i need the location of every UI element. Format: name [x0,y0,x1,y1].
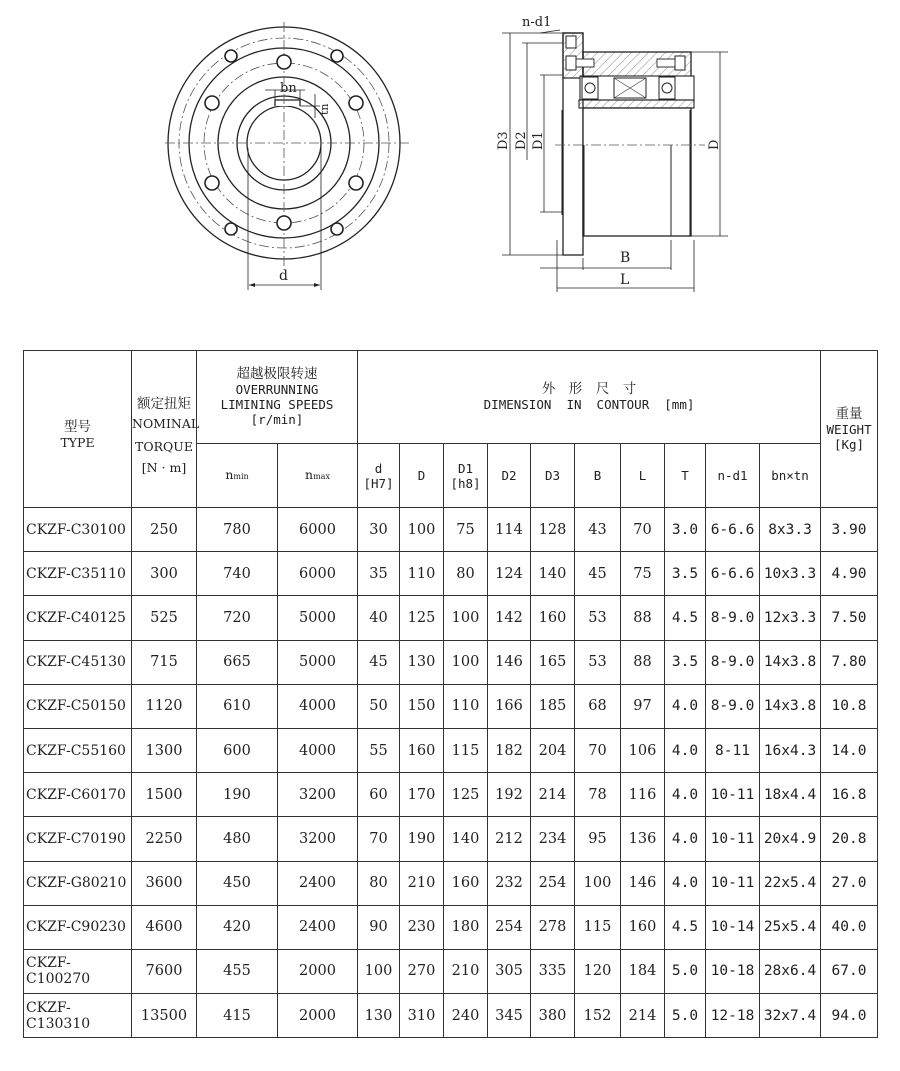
table-row [24,596,878,640]
cell-nd1: 8-9.0 [706,640,760,684]
table-row [24,508,878,552]
header-weight-unit: [Kg] [833,436,865,452]
cell-torque: 4600 [132,905,197,949]
cell-L: 116 [621,773,665,817]
cell-type: CKZF-C60170 [24,773,132,817]
header-L: L [621,444,665,508]
cell-nd1: 8-11 [706,728,760,772]
cell-nmin: 190 [197,773,278,817]
cell-D1: 140 [444,817,488,861]
front-view-svg [160,0,420,300]
cell-D: 310 [400,994,444,1038]
header-speed [197,351,358,444]
cell-weight: 67.0 [821,949,878,993]
cell-bntn: 14x3.8 [760,684,821,728]
cell-D: 100 [400,508,444,552]
header-type-en: TYPE [60,435,95,450]
cell-D2: 182 [488,728,531,772]
d2-label: D2 [514,131,529,150]
cell-T: 3.5 [665,552,706,596]
cell-nmax: 6000 [278,508,358,552]
right-bearing [659,77,675,99]
cell-nmin: 780 [197,508,278,552]
screw-head [566,56,576,70]
cell-D1: 125 [444,773,488,817]
cell-D3: 185 [531,684,575,728]
cell-T: 4.0 [665,684,706,728]
cell-T: 5.0 [665,994,706,1038]
bolt-hole [331,223,343,235]
header-speed-cn: 超越极限转速 [236,366,318,382]
cell-D2: 305 [488,949,531,993]
cell-nd1: 12-18 [706,994,760,1038]
cell-B: 152 [575,994,621,1038]
cell-D3: 128 [531,508,575,552]
spec-table [23,350,878,1038]
cell-torque: 250 [132,508,197,552]
cell-nmax: 2000 [278,994,358,1038]
cell-d: 40 [358,596,400,640]
cell-L: 160 [621,905,665,949]
cell-T: 4.0 [665,728,706,772]
cell-B: 95 [575,817,621,861]
header-torque-unit: [N · m] [141,460,187,475]
cell-d: 100 [358,949,400,993]
cell-weight: 94.0 [821,994,878,1038]
header-torque-en1: NOMINAL [132,416,200,431]
cell-nmax: 5000 [278,596,358,640]
cell-D1: 100 [444,596,488,640]
header-nmax: nmax [278,444,358,508]
cell-L: 88 [621,596,665,640]
cell-D1: 115 [444,728,488,772]
cell-nmin: 600 [197,728,278,772]
bolt-hole [277,216,291,230]
header-T: T [665,444,706,508]
bore-d-label: d [279,268,288,284]
cell-B: 120 [575,949,621,993]
cell-T: 3.5 [665,640,706,684]
cell-B: 53 [575,596,621,640]
cell-nmin: 665 [197,640,278,684]
cell-nmax: 4000 [278,728,358,772]
front-view-drawing [160,0,420,300]
cell-B: 43 [575,508,621,552]
cell-nmax: 4000 [278,684,358,728]
key-depth-label: tn [318,103,331,115]
cell-nd1: 10-11 [706,861,760,905]
cell-weight: 3.90 [821,508,878,552]
cell-D3: 165 [531,640,575,684]
cell-nd1: 10-18 [706,949,760,993]
cell-B: 45 [575,552,621,596]
cell-bntn: 10x3.3 [760,552,821,596]
header-bntn: bn×tn [760,444,821,508]
cell-D3: 380 [531,994,575,1038]
table-row [24,728,878,772]
cell-d: 35 [358,552,400,596]
cell-nmin: 720 [197,596,278,640]
cell-D2: 212 [488,817,531,861]
cell-torque: 3600 [132,861,197,905]
header-D3: D3 [531,444,575,508]
header-dimension-en: DIMENSION IN CONTOUR [mm] [483,397,695,412]
cell-type: CKZF-C35110 [24,552,132,596]
cell-torque: 1120 [132,684,197,728]
cell-type: CKZF-C130310 [24,994,132,1038]
cell-D1: 180 [444,905,488,949]
cell-nmax: 3200 [278,817,358,861]
cell-torque: 1300 [132,728,197,772]
cell-nd1: 10-11 [706,817,760,861]
flange-hole [566,36,576,48]
cell-D2: 124 [488,552,531,596]
cell-d: 30 [358,508,400,552]
cell-type: CKZF-G80210 [24,861,132,905]
screw-shank [576,59,594,67]
cell-D: 210 [400,861,444,905]
cell-L: 184 [621,949,665,993]
table-row [24,949,878,993]
cell-D1: 210 [444,949,488,993]
header-weight-en: WEIGHT [826,421,872,437]
cell-D2: 146 [488,640,531,684]
bolt-hole [349,176,363,190]
cell-D1: 110 [444,684,488,728]
table-row [24,773,878,817]
cell-L: 106 [621,728,665,772]
bolt-hole [349,96,363,110]
cell-nmax: 2400 [278,861,358,905]
cell-type: CKZF-C55160 [24,728,132,772]
cell-type: CKZF-C40125 [24,596,132,640]
cell-L: 70 [621,508,665,552]
cell-D3: 335 [531,949,575,993]
cell-D3: 214 [531,773,575,817]
cell-bntn: 28x6.4 [760,949,821,993]
header-dimension [358,351,821,444]
header-torque [132,351,200,508]
cell-D2: 142 [488,596,531,640]
cell-B: 115 [575,905,621,949]
cell-type: CKZF-C50150 [24,684,132,728]
cell-D: 130 [400,640,444,684]
cell-nmin: 420 [197,905,278,949]
cell-nmax: 2000 [278,949,358,993]
cell-type: CKZF-C100270 [24,949,132,993]
cell-T: 4.0 [665,817,706,861]
key-width-label: bn [280,81,297,96]
cell-nmin: 455 [197,949,278,993]
cell-B: 68 [575,684,621,728]
bolt-hole [277,55,291,69]
cell-T: 4.5 [665,596,706,640]
cell-D: 230 [400,905,444,949]
side-view-svg [480,0,740,300]
table-row [24,905,878,949]
outer-d-label: D [707,139,722,150]
b-label: B [620,250,631,266]
cell-bntn: 14x3.8 [760,640,821,684]
table-row [24,684,878,728]
cell-torque: 1500 [132,773,197,817]
cell-torque: 7600 [132,949,197,993]
cell-D: 150 [400,684,444,728]
cell-nd1: 6-6.6 [706,508,760,552]
bolt-hole [225,50,237,62]
cell-D1: 160 [444,861,488,905]
cell-B: 53 [575,640,621,684]
cell-d: 90 [358,905,400,949]
cell-D1: 240 [444,994,488,1038]
cell-D3: 234 [531,817,575,861]
header-weight-cn: 重量 [835,405,863,422]
cell-nd1: 8-9.0 [706,596,760,640]
cell-D: 190 [400,817,444,861]
cell-d: 130 [358,994,400,1038]
cell-T: 4.5 [665,905,706,949]
cell-D3: 254 [531,861,575,905]
cell-weight: 40.0 [821,905,878,949]
cell-D2: 345 [488,994,531,1038]
cell-d: 60 [358,773,400,817]
header-torque-en2: TORQUE [135,439,193,454]
header-D2: D2 [488,444,531,508]
cell-D: 125 [400,596,444,640]
header-torque-cn: 额定扭矩 [137,396,191,412]
cell-D2: 166 [488,684,531,728]
spec-table-body [24,508,878,1038]
cell-bntn: 12x3.3 [760,596,821,640]
cell-bntn: 16x4.3 [760,728,821,772]
header-speed-en2: LIMINING SPEEDS [220,397,334,412]
cell-bntn: 20x4.9 [760,817,821,861]
cell-bntn: 22x5.4 [760,861,821,905]
cell-D1: 100 [444,640,488,684]
cell-weight: 7.50 [821,596,878,640]
cell-weight: 10.8 [821,684,878,728]
cell-T: 5.0 [665,949,706,993]
cell-bntn: 32x7.4 [760,994,821,1038]
cell-type: CKZF-C30100 [24,508,132,552]
holes-label: n-d1 [522,15,552,30]
cell-D1: 80 [444,552,488,596]
cell-B: 100 [575,861,621,905]
bolt-hole [331,50,343,62]
cell-nmax: 5000 [278,640,358,684]
cell-d: 50 [358,684,400,728]
cell-weight: 7.80 [821,640,878,684]
cell-D3: 140 [531,552,575,596]
bolt-hole [205,176,219,190]
left-bearing [582,77,598,99]
cell-nmin: 450 [197,861,278,905]
cell-bntn: 25x5.4 [760,905,821,949]
cell-weight: 27.0 [821,861,878,905]
cell-nmax: 2400 [278,905,358,949]
inner-ring-section [579,100,694,108]
cell-torque: 525 [132,596,197,640]
table-row [24,552,878,596]
cell-nmax: 3200 [278,773,358,817]
cell-weight: 20.8 [821,817,878,861]
d1-label: D1 [531,131,546,150]
cell-D: 270 [400,949,444,993]
cell-D2: 232 [488,861,531,905]
side-section-drawing [480,0,740,300]
cell-nmin: 610 [197,684,278,728]
cell-L: 75 [621,552,665,596]
table-row [24,640,878,684]
cell-L: 97 [621,684,665,728]
cell-T: 3.0 [665,508,706,552]
cell-weight: 14.0 [821,728,878,772]
inner-body [583,108,691,236]
cell-D2: 114 [488,508,531,552]
header-nmin: nmin [197,444,278,508]
cell-type: CKZF-C45130 [24,640,132,684]
cell-bntn: 18x4.4 [760,773,821,817]
cell-torque: 2250 [132,817,197,861]
cell-D3: 278 [531,905,575,949]
cell-nmin: 740 [197,552,278,596]
cell-D: 110 [400,552,444,596]
keyway [275,100,300,106]
header-dimension-cn: 外 形 尺 寸 [541,381,637,397]
l-label: L [620,272,630,288]
cell-torque: 715 [132,640,197,684]
cell-D: 160 [400,728,444,772]
header-speed-unit: [r/min] [250,412,304,427]
cell-D3: 204 [531,728,575,772]
cell-D: 170 [400,773,444,817]
cell-weight: 16.8 [821,773,878,817]
cell-nd1: 8-9.0 [706,684,760,728]
header-d: d [H7] [358,444,400,508]
header-D1: D1 [h8] [444,444,488,508]
cell-torque: 300 [132,552,197,596]
table-row [24,861,878,905]
header-weight [821,351,878,508]
d3-label: D3 [496,131,511,150]
cell-nd1: 6-6.6 [706,552,760,596]
cell-D2: 254 [488,905,531,949]
header-type-cn: 型号 [64,419,91,435]
cell-T: 4.0 [665,861,706,905]
cell-type: CKZF-C70190 [24,817,132,861]
cell-D2: 192 [488,773,531,817]
cell-d: 55 [358,728,400,772]
header-type [24,351,132,508]
cell-L: 214 [621,994,665,1038]
cell-nmax: 6000 [278,552,358,596]
cell-nd1: 10-11 [706,773,760,817]
cell-nmin: 480 [197,817,278,861]
cell-d: 70 [358,817,400,861]
cell-T: 4.0 [665,773,706,817]
screw-head [675,56,685,70]
header-speed-en1: OVERRUNNING [235,382,319,397]
bolt-hole [205,96,219,110]
table-row [24,817,878,861]
cell-weight: 4.90 [821,552,878,596]
cell-D1: 75 [444,508,488,552]
cell-bntn: 8x3.3 [760,508,821,552]
cell-d: 45 [358,640,400,684]
header-nd1: n-d1 [706,444,760,508]
screw-shank [657,59,675,67]
cell-torque: 13500 [132,994,197,1038]
cell-type: CKZF-C90230 [24,905,132,949]
cell-L: 136 [621,817,665,861]
cell-L: 88 [621,640,665,684]
cell-d: 80 [358,861,400,905]
cell-nmin: 415 [197,994,278,1038]
cell-D3: 160 [531,596,575,640]
cell-B: 78 [575,773,621,817]
cell-B: 70 [575,728,621,772]
bolt-hole [225,223,237,235]
header-D: D [400,444,444,508]
table-row [24,994,878,1038]
header-B: B [575,444,621,508]
cell-nd1: 10-14 [706,905,760,949]
cell-L: 146 [621,861,665,905]
